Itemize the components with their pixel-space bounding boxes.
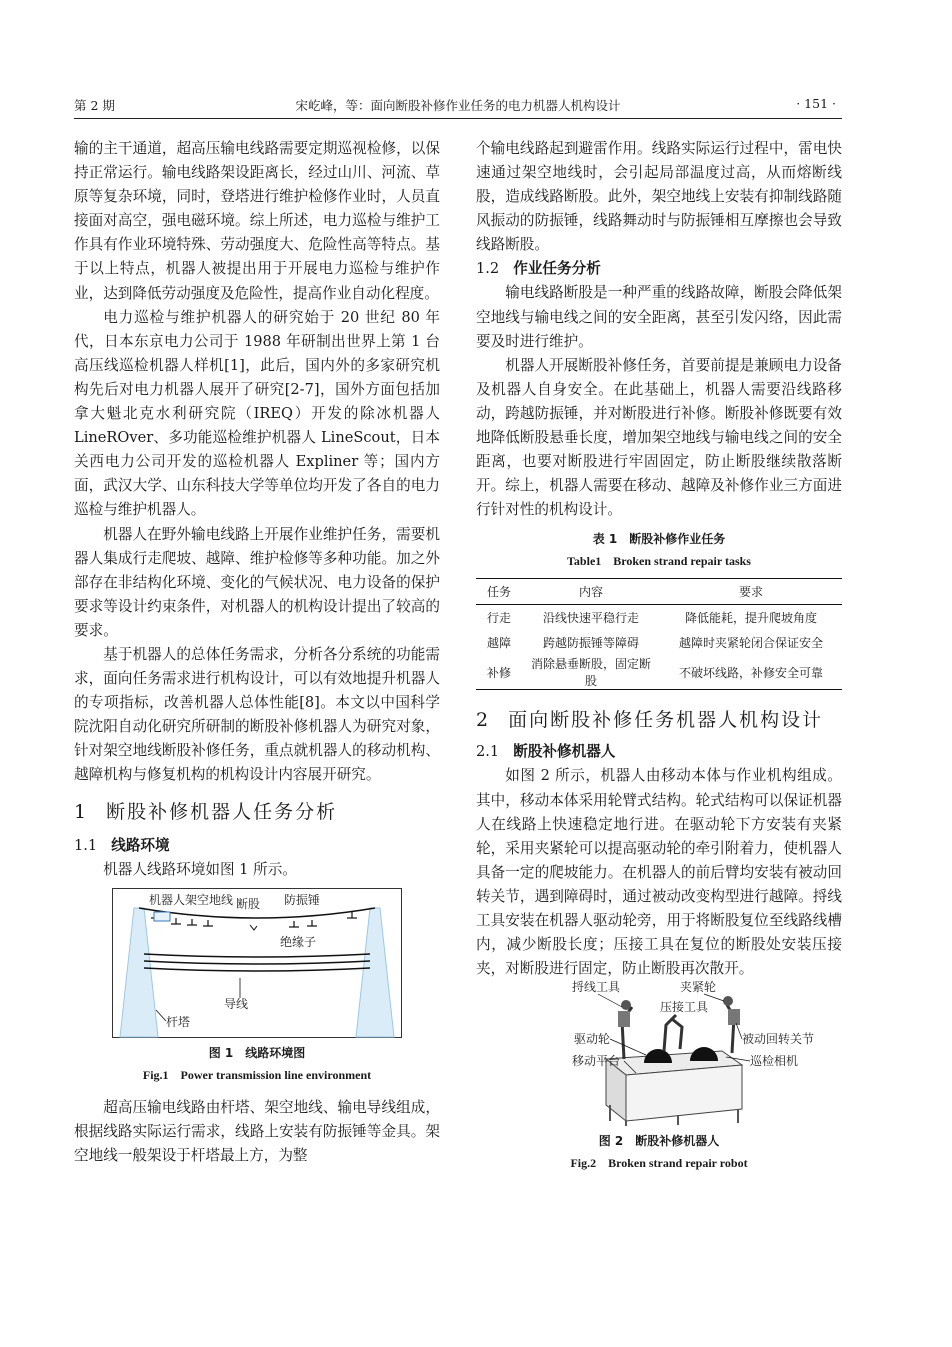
table-cell: 沿线快速平稳行走 <box>542 611 639 626</box>
section-1-2-number: 1.2 <box>476 260 500 278</box>
section-1-number: 1 <box>74 800 89 823</box>
section-1-2-heading <box>476 257 842 281</box>
right-paragraph-4: 如图 2 所示，机器人由移动本体与作业机构组成。其中，移动本体采用轮臂式结构。轮式结构可以保证机器人在线路上快速稳定地行进。在驱动轮下方安装有夹紧轮，采用夹紧轮可以提高驱动轮的牵引附着力，使机器人具备一定的爬坡能力。在机器人的前后臂均安装有被动回转关节，遇到障碍时，通过被动改变构型进行越障。捋线工具安装在机器人驱动轮旁，用于将断股复位至线路线槽内，减少断股长度；压接工具在复位的断股处安装压接夹，对断股进行固定，防止断股再次散开。 <box>476 767 842 978</box>
section-2-1-number: 2.1 <box>476 743 500 761</box>
page-number: · 151 · <box>796 96 836 111</box>
figure-1-caption <box>74 1042 440 1086</box>
section-2-1-heading <box>476 740 842 764</box>
table-header-row <box>476 579 842 605</box>
table-cell: 不破坏线路，补修安全可靠 <box>678 665 823 680</box>
fig1-label-insulator: 绝缘子 <box>280 934 317 949</box>
right-paragraph-2: 输电线路断股是一种严重的线路故障，断股会降低架空地线与输电线之间的安全距离，甚至引发闪络，因此需要及时进行维护。 <box>476 284 842 350</box>
table-cell: 降低能耗，提升爬坡角度 <box>684 611 817 626</box>
section-1-1-heading <box>74 834 440 858</box>
robot-shape <box>154 912 170 921</box>
fig1-label-broken: 断股 <box>236 896 261 911</box>
section-2-title: 面向断股补修任务机器人机构设计 <box>508 709 824 732</box>
section-1-heading <box>74 800 440 824</box>
section-1-title: 断股补修机器人任务分析 <box>106 800 338 823</box>
table-1-caption <box>476 528 842 572</box>
issue-number: 第 2 期 <box>74 98 115 113</box>
table-1-repair-tasks <box>476 578 842 690</box>
table-1-caption-cn: 表 1 断股补修作业任务 <box>592 532 726 547</box>
running-header <box>74 96 842 118</box>
drive-wheel-dome-left <box>644 1049 672 1063</box>
table-cell: 消除悬垂断股，固定断股 <box>530 657 651 689</box>
front-arm-joint <box>618 1011 630 1027</box>
fig2-pointer-strip-tool <box>598 994 622 1007</box>
left-paragraph-4: 基于机器人的总体任务需求，分析各分系统的功能需求，面向任务需求进行机构设计，可以有效地提升机器人的专项指标，改善机器人总体性能[8]。本文以中国科学院沈阳自动化研究所研制的断股补修机器人为研究对象，针对架空地线断股补修任务，重点就机器人的移动机构、越障机构与修复机构的机构设计内容展开研究。 <box>74 645 440 784</box>
fig2-label-crimp-tool: 压接工具 <box>660 1000 709 1015</box>
figure-2-robot <box>514 980 815 1126</box>
left-paragraph-2: 电力巡检与维护机器人的研究始于 20 世纪 80 年代，日本东京电力公司于 1988 年研制出世界上第 1 台高压线巡检机器人样机[1]，此后，国内外的多家研究机构先后对电力机器人展开了研究[2-7]，国外方面包括加拿大魁北克水利研究院（IREQ）开发的除冰机器人 LineROver、多功能巡检维护机器人 LineScout，日本关西电力公司开发的巡检机器人 Expliner 等；国内方面，武汉大学、山东科技大学等单位均开发了各自的电力巡检与维护机器人。 <box>74 308 440 519</box>
figure-2-caption-en: Fig.2 Broken strand repair robot <box>570 1156 748 1171</box>
left-paragraph-6: 超高压输电线路由杆塔、架空地线、输电导线组成，根据线路实际运行需求，线路上安装有防振锤等金具。架空地线一般架设于杆塔最上方，为整 <box>74 1098 440 1164</box>
running-title: 宋屹峰，等：面向断股补修作业任务的电力机器人机构设计 <box>295 98 621 113</box>
figure-2-caption-cn: 图 2 断股补修机器人 <box>598 1134 720 1149</box>
figure-2-caption <box>476 1130 842 1174</box>
fig1-label-damper: 防振锤 <box>284 892 321 907</box>
table-header-requirement: 要求 <box>738 585 763 600</box>
table-row <box>476 630 842 655</box>
drive-wheel-dome-right <box>690 1047 718 1061</box>
fig2-label-strip-tool: 捋线工具 <box>572 980 621 995</box>
strip-tool-head <box>621 1000 631 1010</box>
right-column <box>476 137 842 1174</box>
left-paragraph-5: 机器人线路环境如图 1 所示。 <box>103 860 297 878</box>
fig2-pointer-joint <box>736 1023 742 1039</box>
figure-1-caption-cn: 图 1 线路环境图 <box>208 1045 306 1060</box>
left-paragraph-1: 输的主干通道，超高压输电线路需要定期巡视检修，以保持正常运行。输电线路架设距离长，经过山川、河流、草原等复杂环境，同时，登塔进行维护检修作业时，人员直接面对高空，强电磁环境。综上所述，电力巡检与维护工作具有作业环境特殊、劳动强度大、危险性高等特点。基于以上特点，机器人被提出用于开展电力巡检与维护作业，达到降低劳动强度及危险性，提高作业自动化程度。 <box>74 140 440 302</box>
section-2-heading <box>476 708 842 732</box>
rear-arm-joint <box>728 1009 740 1025</box>
fig2-label-platform: 移动平台 <box>572 1054 621 1069</box>
table-cell: 越障 <box>486 636 511 651</box>
fig1-label-conductor: 导线 <box>224 996 249 1011</box>
table-1-caption-en: Table1 Broken strand repair tasks <box>567 554 751 569</box>
fig2-label-drive-wheel: 驱动轮 <box>574 1032 611 1047</box>
left-paragraph-3: 机器人在野外输电线路上开展作业维护任务，需要机器人集成行走爬坡、越障、维护检修等多种功能。加之外部存在非结构化环境、变化的气候状况、电力设备的保护要求等设计约束条件，对机器人的机构设计提出了较高的要求。 <box>74 525 440 639</box>
section-1-1-title: 线路环境 <box>111 836 170 854</box>
section-2-1-title: 断股补修机器人 <box>513 743 616 761</box>
table-cell: 补修 <box>486 665 511 680</box>
fig2-label-clamp-wheel: 夹紧轮 <box>680 980 717 995</box>
header-rule <box>74 118 842 119</box>
clamp-wheel-head <box>723 996 733 1006</box>
table-cell: 跨越防振锤等障碍 <box>542 636 639 651</box>
table-header-content: 内容 <box>578 585 603 600</box>
table-row <box>476 605 842 631</box>
fig1-label-robot: 机器人 <box>149 892 186 907</box>
fig1-label-ground-wire: 架空地线 <box>185 892 234 907</box>
table-cell: 越障时夹紧轮闭合保证安全 <box>678 636 823 651</box>
section-2-number: 2 <box>476 709 491 732</box>
table-header-task: 任务 <box>486 585 511 600</box>
fig2-label-camera: 巡检相机 <box>750 1054 799 1069</box>
figure-1-line-environment <box>112 888 402 1038</box>
section-1-1-number: 1.1 <box>74 836 98 854</box>
fig1-label-tower: 杆塔 <box>166 1014 191 1029</box>
left-column <box>74 137 440 1168</box>
fig2-pointer-drive-wheel <box>610 1039 646 1055</box>
section-1-2-title: 作业任务分析 <box>513 260 601 278</box>
fig2-label-joint: 被动回转关节 <box>742 1032 815 1047</box>
table-cell: 行走 <box>486 611 511 626</box>
table-row <box>476 655 842 690</box>
platform-front-shape <box>626 1065 742 1121</box>
figure-1-caption-en: Fig.1 Power transmission line environment <box>142 1067 372 1082</box>
right-paragraph-3: 机器人开展断股补修任务，首要前提是兼顾电力设备及机器人自身安全。在此基础上，机器人需要沿线路移动，跨越防振锤，并对断股进行补修。断股补修既要有效地降低断股悬垂长度，增加架空地线与输电线之间的安全距离，也要对断股进行牢固固定，防止断股继续散落断开。综上，机器人需要在移动、越障及补修作业三方面进行针对性的机构设计。 <box>476 356 842 519</box>
right-paragraph-1: 个输电线路起到避雷作用。线路实际运行过程中，雷电快速通过架空地线时，会引起局部温度过高，从而熔断线股，造成线路断股。此外，架空地线上安装有抑制线路随风振动的防振锤，线路舞动时与防振锤相互摩擦也会导致线路断股。 <box>476 140 842 254</box>
